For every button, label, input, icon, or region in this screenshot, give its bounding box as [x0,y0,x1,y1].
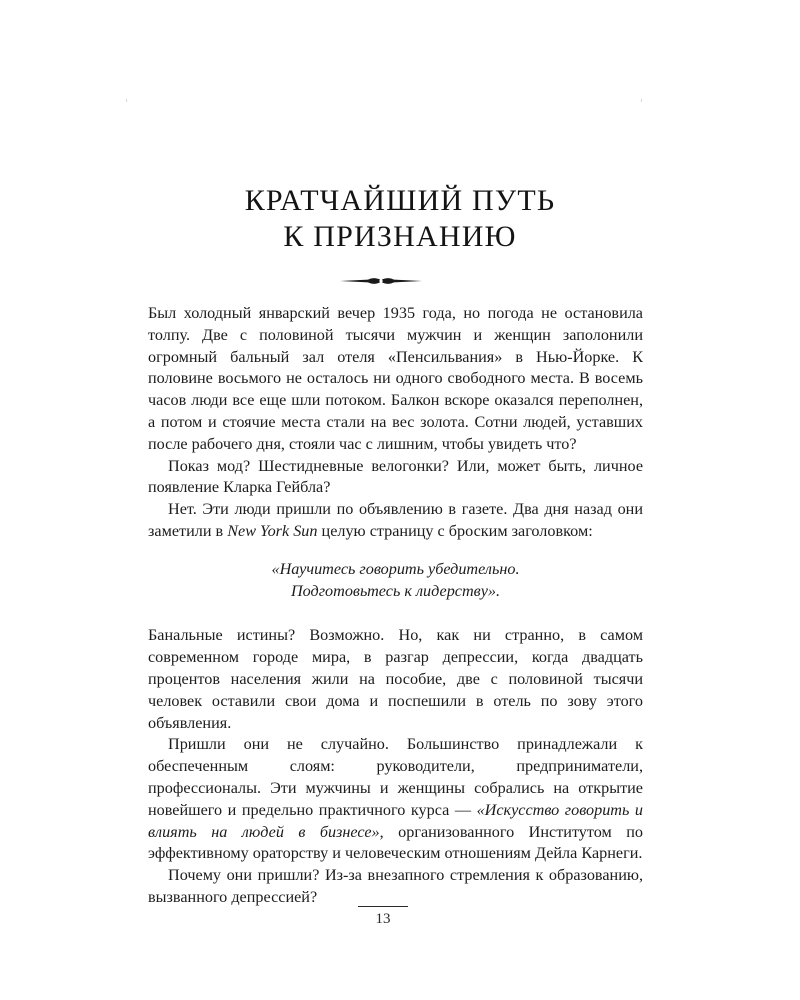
crop-mark-left [126,99,127,102]
quote-line-1: «Научитесь говорить убедительно. [271,559,520,578]
chapter-title-line-1: КРАТЧАЙШИЙ ПУТЬ [244,184,556,217]
advertisement-quote [148,559,643,603]
paragraph-1: Был холодный январский вечер 1935 года, но погода не остановила толпу. Две с половиной тысячи мужчин и женщин заполонили огромный бальный зал отеля «Пенсильвания» в Нью-Йорке. К половине восьмого не осталось ни одного свободного места. В восемь часов люди все еще шли потоком. Балкон вскоре оказался переполнен, а потом и стоячие места стали на вес золота. Сотни людей, уставших после рабочего дня, стояли час с лишним, чтобы увидеть что? [148,304,643,453]
newspaper-name: New York Sun [227,521,318,540]
title-ornament-icon [340,275,422,287]
page-number: 13 [375,911,391,927]
paragraph-5-text-end: , организованного Институтом по эффективному ораторству и человеческим отношениям Дейла Карнеги. [148,822,643,863]
paragraph-3-text-end: целую страницу с броским заголовком: [317,521,593,540]
paragraph-3 [148,499,643,543]
paragraph-4: Банальные истины? Возможно. Но, как ни странно, в самом современном городе мира, в разгар депрессии, когда двадцать процентов населения жили на пособие, две с половиной тысячи человек оставили свои дома и поспешили в отель по зову этого объявления. [148,626,643,732]
crop-mark-right [641,99,642,102]
paragraph-5-text-start: Пришли они не случайно. Большинство принадлежали к обеспеченным слоям: руководители, предприниматели, профессионалы. Эти мужчины и женщины собрались на открытие новейшего и предельно практичного курса — [148,735,643,819]
quote-line-2: Подготовьтесь к лидерству». [290,581,501,600]
paragraph-6: Почему они пришли? Из-за внезапного стремления к образованию, вызванного депрессией? [148,866,643,906]
page-number-rule [358,906,408,907]
paragraph-3-text-start: Нет. Эти люди пришли по объявлению в газете. Два дня назад они заметили в [148,500,643,540]
chapter-body [148,303,643,909]
paragraph-2: Показ мод? Шестидневные велогонки? Или, может быть, личное появление Кларка Гейбла? [148,456,643,497]
chapter-title [0,183,800,255]
paragraph-5 [148,734,643,865]
chapter-title-line-2: К ПРИЗНАНИЮ [283,220,517,253]
course-name: «Искусство говорить и влиять на людей в бизнесе» [148,800,643,841]
